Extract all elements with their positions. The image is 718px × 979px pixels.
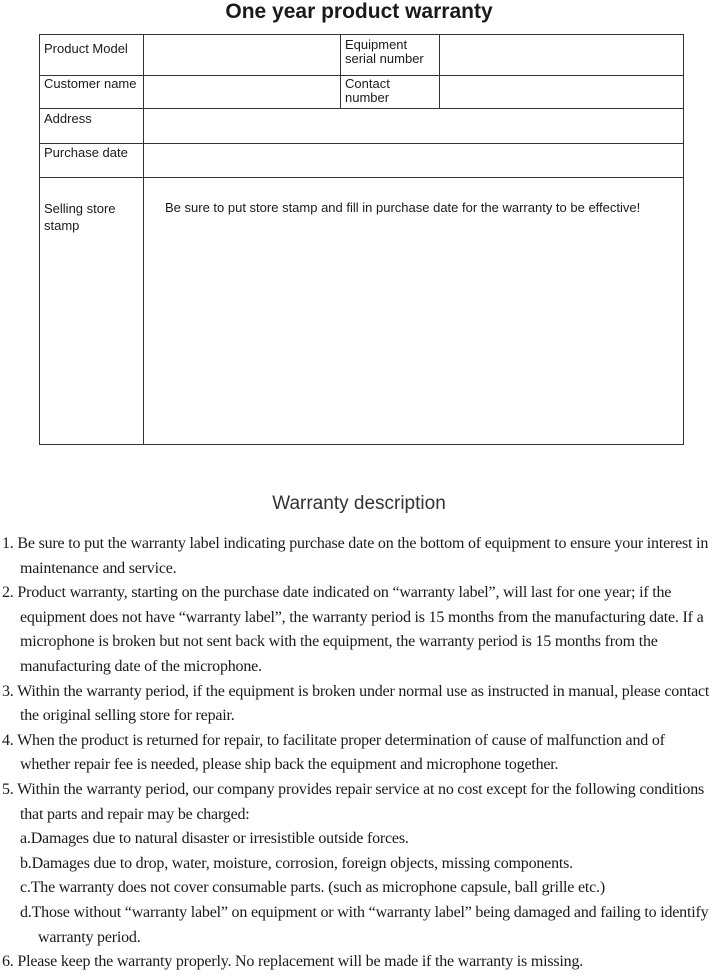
address-label: Address: [44, 111, 92, 126]
warranty-clause: 1. Be sure to put the warranty label indicating purchase date on the bottom of equipment to ensure your interest in maintenance and service.: [2, 535, 709, 577]
serial-number-field[interactable]: [440, 35, 683, 75]
purchase-date-label: Purchase date: [44, 145, 128, 160]
warranty-description-heading: Warranty description: [272, 493, 446, 514]
product-model-label: Product Model: [44, 41, 128, 56]
warranty-clause: 2. Product warranty, starting on the purchase date indicated on “warranty label”, will last for one year; if the equipment does not have “warranty label”, the warranty period is 15 months from the manufacturing date. If a microphone is broken but not sent back with the equipment, the warranty period is 15 months from the manufacturing date of the microphone.: [2, 584, 704, 675]
warranty-subclause: d.Those without “warranty label” on equipment or with “warranty label” being damaged and failing to identify warranty period.: [20, 903, 709, 946]
contact-number-label: Contact number: [345, 76, 390, 105]
document-title: One year product warranty: [225, 0, 493, 23]
warranty-subclause: b.Damages due to drop, water, moisture, corrosion, foreign objects, missing components.: [20, 854, 573, 872]
serial-number-label: Equipment serial number: [345, 37, 424, 66]
contact-number-field[interactable]: [440, 76, 683, 108]
warranty-clause: 3. Within the warranty period, if the equipment is broken under normal use as instructed in manual, please contact the original selling store for repair.: [2, 682, 710, 725]
store-stamp-label: Selling store stamp: [44, 201, 116, 233]
stamp-instruction-note: Be sure to put store stamp and fill in purchase date for the warranty to be effective!: [165, 200, 641, 215]
warranty-clause: 6. Please keep the warranty properly. No replacement will be made if the warranty is missing.: [2, 953, 584, 971]
purchase-date-field[interactable]: [144, 144, 683, 177]
customer-name-field[interactable]: [144, 76, 340, 108]
product-model-field[interactable]: [144, 35, 340, 75]
warranty-subclause: c.The warranty does not cover consumable parts. (such as microphone capsule, ball grille etc.): [20, 879, 605, 897]
warranty-form: [39, 34, 684, 445]
warranty-description-list: [0, 532, 718, 975]
address-field[interactable]: [144, 109, 683, 143]
warranty-subclause: a.Damages due to natural disaster or irresistible outside forces.: [20, 830, 409, 848]
warranty-clause: 5. Within the warranty period, our company provides repair service at no cost except for the following conditions that parts and repair may be charged:: [2, 780, 705, 823]
row-divider: [40, 177, 683, 178]
column-divider: [340, 35, 341, 108]
customer-name-label: Customer name: [44, 76, 137, 91]
warranty-clause: 4. When the product is returned for repair, to facilitate proper determination of cause of malfunction and of whether repair fee is needed, please ship back the equipment and microphone together.: [2, 731, 665, 774]
